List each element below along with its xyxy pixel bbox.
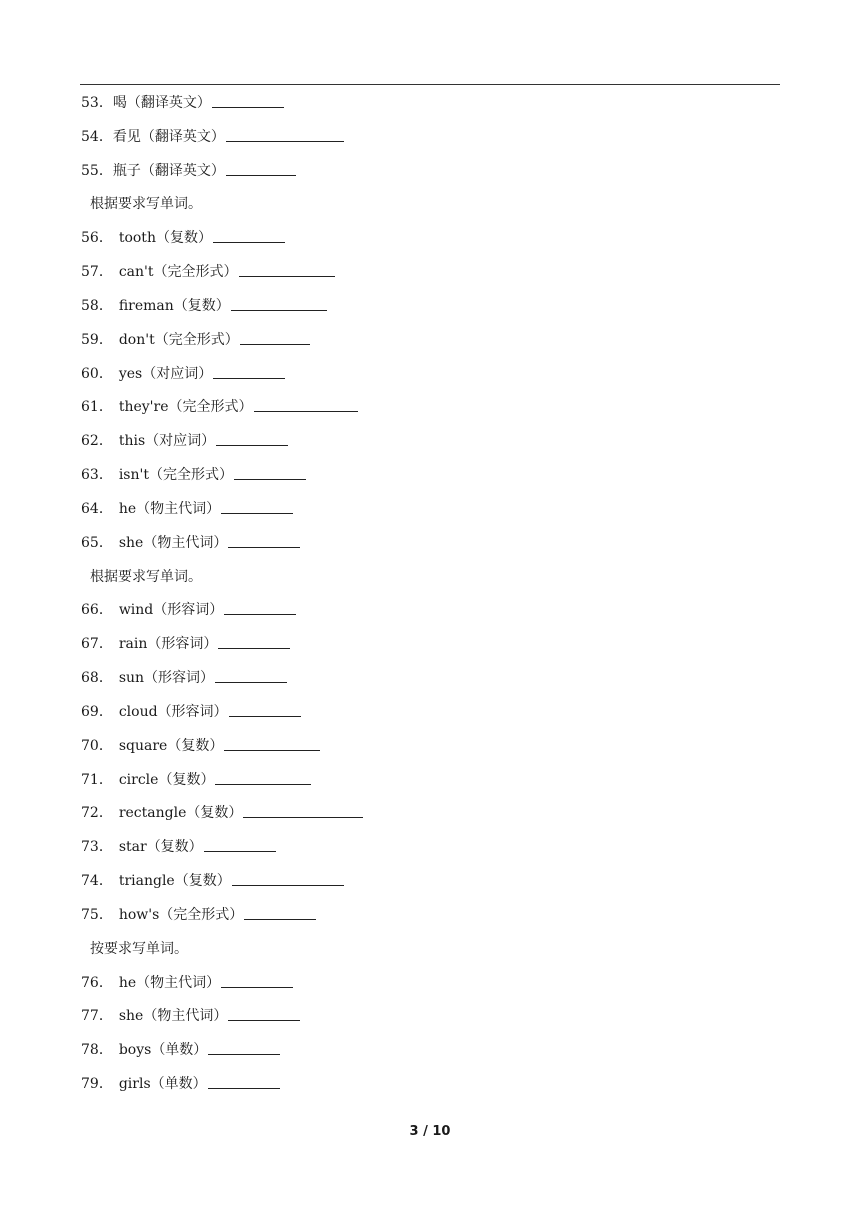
question-item: [81, 1073, 771, 1107]
page-number: 3 / 10: [409, 1124, 451, 1139]
question-number: 69．: [81, 703, 113, 720]
question-number: 60．: [81, 365, 113, 382]
answer-blank[interactable]: [254, 396, 358, 412]
question-instruction: （复数）: [167, 737, 224, 754]
question-number: 55．: [81, 162, 113, 179]
answer-blank[interactable]: [231, 295, 327, 311]
question-number: 71．: [81, 771, 113, 788]
answer-blank[interactable]: [243, 802, 363, 818]
answer-blank[interactable]: [221, 972, 293, 988]
question-item: [81, 904, 771, 938]
question-instruction: （形容词）: [157, 703, 228, 720]
answer-blank[interactable]: [215, 769, 311, 785]
question-instruction: 喝（翻译英文）: [112, 95, 211, 111]
question-word: boys: [118, 1042, 152, 1059]
question-instruction: （物主代词）: [143, 1008, 228, 1025]
question-instruction: （完全形式）: [154, 331, 239, 348]
question-word: sun: [118, 670, 145, 687]
question-item: [81, 1005, 771, 1039]
question-word: cloud: [118, 703, 158, 720]
question-item: [81, 532, 771, 566]
question-item: [81, 735, 771, 769]
question-item: [81, 972, 771, 1006]
header-rule: [80, 84, 780, 85]
answer-blank[interactable]: [215, 667, 287, 683]
question-instruction: （完全形式）: [159, 906, 244, 923]
question-word: fireman: [118, 297, 174, 314]
question-item: [81, 329, 771, 363]
answer-blank[interactable]: [216, 430, 288, 446]
answer-blank[interactable]: [208, 1039, 280, 1055]
question-instruction: （单数）: [150, 1076, 207, 1093]
question-number: 79．: [81, 1076, 113, 1093]
question-number: 66．: [81, 602, 113, 619]
answer-blank[interactable]: [221, 498, 293, 514]
question-word: they're: [118, 399, 169, 416]
question-item: [81, 769, 771, 803]
question-item: [81, 870, 771, 904]
question-word: triangle: [118, 873, 175, 890]
answer-blank[interactable]: [229, 701, 301, 717]
question-item: [81, 126, 771, 160]
question-word: don't: [118, 331, 155, 348]
answer-blank[interactable]: [232, 870, 344, 886]
answer-blank[interactable]: [228, 532, 300, 548]
question-instruction: （对应词）: [145, 433, 216, 450]
question-item: [81, 667, 771, 701]
question-instruction: （物主代词）: [136, 974, 221, 991]
question-instruction: （复数）: [173, 297, 230, 314]
question-number: 77．: [81, 1008, 113, 1025]
question-instruction: （完全形式）: [168, 399, 253, 416]
question-number: 53．: [81, 95, 113, 111]
question-word: isn't: [118, 467, 149, 484]
question-number: 78．: [81, 1042, 113, 1059]
question-word: circle: [118, 771, 159, 788]
answer-blank[interactable]: [226, 160, 296, 176]
answer-blank[interactable]: [234, 464, 306, 480]
question-word: tooth: [118, 230, 156, 247]
question-number: 57．: [81, 264, 113, 281]
answer-blank[interactable]: [240, 329, 310, 345]
question-item: [81, 498, 771, 532]
question-number: 62．: [81, 433, 113, 450]
question-word: he: [118, 500, 137, 517]
question-instruction: （复数）: [186, 805, 243, 822]
question-instruction: （单数）: [151, 1042, 208, 1059]
question-item: [81, 599, 771, 633]
answer-blank[interactable]: [213, 227, 285, 243]
question-word: can't: [118, 264, 154, 281]
answer-blank[interactable]: [218, 633, 290, 649]
question-number: 54．: [81, 128, 113, 145]
answer-blank[interactable]: [226, 126, 344, 142]
question-number: 72．: [81, 805, 113, 822]
question-item: [81, 1039, 771, 1073]
question-number: 76．: [81, 974, 113, 991]
section-instruction: 按要求写单词。: [90, 940, 188, 957]
question-item: [81, 92, 771, 126]
question-number: 58．: [81, 297, 113, 314]
question-word: this: [118, 433, 146, 450]
question-word: yes: [118, 365, 143, 382]
question-instruction: 瓶子（翻译英文）: [112, 162, 225, 179]
question-instruction: （形容词）: [144, 670, 215, 687]
question-instruction: （物主代词）: [143, 534, 228, 551]
question-number: 74．: [81, 873, 113, 890]
answer-blank[interactable]: [224, 599, 296, 615]
question-item: [81, 227, 771, 261]
answer-blank[interactable]: [224, 735, 320, 751]
question-instruction: （复数）: [174, 873, 231, 890]
question-word: girls: [118, 1076, 151, 1093]
question-word: square: [118, 737, 168, 754]
question-word: rain: [118, 636, 148, 653]
question-item: [81, 295, 771, 329]
question-word: she: [118, 1008, 144, 1025]
question-instruction: （复数）: [155, 230, 212, 247]
answer-blank[interactable]: [239, 261, 335, 277]
question-number: 64．: [81, 500, 113, 517]
question-instruction: （完全形式）: [153, 264, 238, 281]
question-number: 63．: [81, 467, 113, 484]
question-number: 59．: [81, 331, 113, 348]
answer-blank[interactable]: [212, 92, 284, 108]
question-item: [81, 261, 771, 295]
question-item: [81, 802, 771, 836]
question-number: 61．: [81, 399, 113, 416]
question-word: she: [118, 534, 144, 551]
question-instruction: （完全形式）: [148, 467, 233, 484]
question-instruction: （复数）: [146, 839, 203, 856]
question-item: [81, 464, 771, 498]
question-number: 75．: [81, 906, 113, 923]
question-word: how's: [118, 906, 160, 923]
question-number: 67．: [81, 636, 113, 653]
question-item: [81, 396, 771, 430]
answer-blank[interactable]: [204, 836, 276, 852]
question-number: 73．: [81, 839, 113, 856]
question-item: [81, 633, 771, 667]
question-word: rectangle: [118, 805, 187, 822]
question-instruction: （物主代词）: [136, 500, 221, 517]
worksheet-content: [81, 92, 771, 1107]
question-instruction: （复数）: [158, 771, 215, 788]
section-instruction: 根据要求写单词。: [90, 568, 202, 585]
question-instruction: 看见（翻译英文）: [112, 128, 225, 145]
question-item: [81, 836, 771, 870]
question-word: star: [118, 839, 147, 856]
answer-blank[interactable]: [213, 363, 285, 379]
question-instruction: （形容词）: [153, 602, 224, 619]
question-item: [81, 701, 771, 735]
question-item: [81, 363, 771, 397]
question-word: wind: [118, 602, 154, 619]
answer-blank[interactable]: [208, 1073, 280, 1089]
question-number: 68．: [81, 670, 113, 687]
question-number: 70．: [81, 737, 113, 754]
question-instruction: （形容词）: [147, 636, 218, 653]
question-number: 65．: [81, 534, 113, 551]
answer-blank[interactable]: [244, 904, 316, 920]
question-item: [81, 430, 771, 464]
question-instruction: （对应词）: [142, 365, 213, 382]
question-word: he: [118, 974, 137, 991]
question-item: [81, 160, 771, 194]
answer-blank[interactable]: [228, 1005, 300, 1021]
section-instruction: 根据要求写单词。: [90, 196, 202, 213]
question-number: 56．: [81, 230, 113, 247]
